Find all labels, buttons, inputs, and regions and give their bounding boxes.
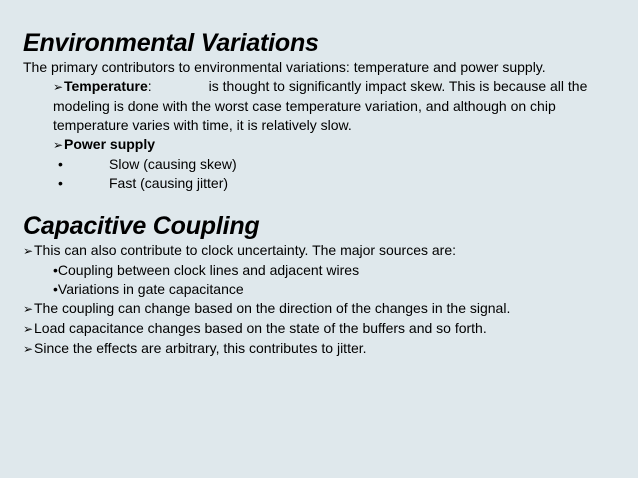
temperature-text-line3: temperature varies with time, it is relatively slow. xyxy=(53,117,352,133)
power-supply-point xyxy=(23,135,618,155)
section-title-environmental: Environmental Variations xyxy=(23,29,319,57)
section-title-capacitive: Capacitive Coupling xyxy=(23,212,260,240)
coupling-intro xyxy=(23,241,618,261)
power-supply-item-fast: Fast (causing jitter) xyxy=(109,175,229,191)
section-capacitive-coupling xyxy=(23,211,618,359)
source-coupling: Coupling between clock lines and adjacent wires xyxy=(57,262,360,278)
list-item xyxy=(23,155,618,174)
arrow-bullet-icon: ➢ xyxy=(53,138,64,152)
bullet-icon: • xyxy=(53,262,58,278)
temperature-text-line1: is thought to significantly impact skew. This is because all the xyxy=(208,78,588,94)
coupling-intro-text: This can also contribute to clock uncertainty. The major sources are: xyxy=(34,242,457,258)
temperature-label: Temperature xyxy=(64,78,148,94)
temperature-colon: : xyxy=(147,78,152,94)
power-supply-label: Power supply xyxy=(64,136,156,152)
list-item xyxy=(23,174,618,193)
point-direction: The coupling can change based on the direction of the changes in the signal. xyxy=(34,300,511,316)
point-load-capacitance: Load capacitance changes based on the state of the buffers and so forth. xyxy=(34,320,487,336)
arrow-bullet-icon: ➢ xyxy=(23,302,34,316)
arrow-bullet-icon: ➢ xyxy=(23,244,34,258)
coupling-point xyxy=(23,319,618,339)
power-supply-item-slow: Slow (causing skew) xyxy=(109,156,237,172)
list-item xyxy=(23,261,618,280)
section-environmental-variations xyxy=(23,28,618,193)
temperature-text-line2: modeling is done with the worst case temperature variation, and although on chip xyxy=(53,98,556,114)
arrow-bullet-icon: ➢ xyxy=(23,322,34,336)
list-item xyxy=(23,280,618,299)
bullet-icon: • xyxy=(58,175,63,191)
arrow-bullet-icon: ➢ xyxy=(23,342,34,356)
coupling-point xyxy=(23,299,618,319)
source-gate-capacitance: Variations in gate capacitance xyxy=(57,281,244,297)
intro-text: The primary contributors to environmental variations: temperature and power supply. xyxy=(23,59,546,75)
coupling-point xyxy=(23,339,618,359)
bullet-icon: • xyxy=(58,156,63,172)
point-jitter: Since the effects are arbitrary, this contributes to jitter. xyxy=(34,340,367,356)
bullet-icon: • xyxy=(53,281,58,297)
arrow-bullet-icon: ➢ xyxy=(53,80,64,94)
temperature-point xyxy=(23,77,618,97)
